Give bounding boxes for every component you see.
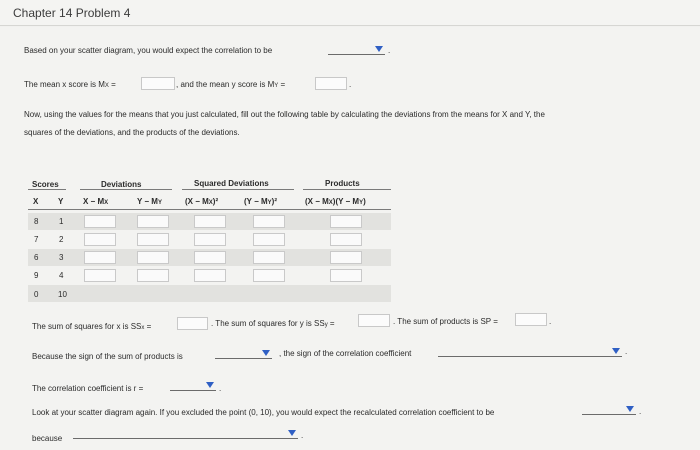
period: . [625, 347, 628, 356]
subscript-x: X [328, 200, 333, 206]
row-2-y-sq-input[interactable] [253, 233, 285, 246]
chevron-down-icon [288, 430, 296, 436]
mean-x-input[interactable] [141, 77, 175, 90]
col-y: Y [58, 197, 64, 206]
coefficient-label: The correlation coefficient is r = [32, 384, 144, 393]
row-4-x: 9 [34, 271, 39, 280]
row-2-y: 2 [59, 235, 64, 244]
period: . [301, 431, 304, 440]
coefficient-dropdown[interactable] [170, 381, 216, 391]
header-rule-squared [182, 189, 294, 190]
row-3-x-sq-input[interactable] [194, 251, 226, 264]
row-1-product-input[interactable] [330, 215, 362, 228]
row-3-x: 6 [34, 253, 39, 262]
problem-panel [0, 27, 700, 450]
row-4-y-dev-input[interactable] [137, 269, 169, 282]
row-2-x: 7 [34, 235, 39, 244]
header-bar [0, 0, 700, 26]
col-text: )(Y − M [332, 197, 360, 206]
chevron-down-icon [262, 350, 270, 356]
instructions-line-1: Now, using the values for the means that you just calculated, fill out the following table by calculating the deviations from the means for X and Y, the [24, 110, 545, 119]
col-x-dev-squared [185, 197, 218, 206]
correlation-question-text: Based on your scatter diagram, you would expect the correlation to be [24, 46, 273, 55]
row-1-x-dev-input[interactable] [84, 215, 116, 228]
outlier-direction-dropdown[interactable] [582, 405, 636, 415]
row-2-y-dev-input[interactable] [137, 233, 169, 246]
because-label: because [32, 434, 63, 443]
chevron-down-icon [626, 406, 634, 412]
subscript-y: Y [267, 200, 272, 206]
col-text: ) [363, 197, 366, 206]
ssy-text: . The sum of squares for y is SS [211, 319, 325, 328]
row-1-x-sq-input[interactable] [194, 215, 226, 228]
outlier-question: Look at your scatter diagram again. If you excluded the point (0, 10), you would expect the recalculated correlation coefficient to be [32, 408, 495, 417]
row-2-x-dev-input[interactable] [84, 233, 116, 246]
subscript-x: X [104, 200, 109, 206]
ssx-input[interactable] [177, 317, 208, 330]
col-text: )² [271, 197, 277, 206]
row-1-y: 1 [59, 217, 64, 226]
squared-deviations-header: Squared Deviations [194, 179, 269, 188]
equals-sign: = [144, 322, 152, 331]
subscript-y: y [324, 322, 328, 328]
sign-coefficient-label: , the sign of the correlation coefficient [279, 349, 412, 358]
row-4-y: 4 [59, 271, 64, 280]
row-4-x-dev-input[interactable] [84, 269, 116, 282]
mean-x-text: The mean x score is M [24, 80, 105, 89]
col-products [305, 197, 366, 206]
deviations-header: Deviations [101, 180, 142, 189]
period: . [639, 407, 642, 416]
sign-sum-label: Because the sign of the sum of products is [32, 352, 183, 361]
row-3-y-dev-input[interactable] [137, 251, 169, 264]
subscript-y: Y [359, 200, 364, 206]
row-4-y-sq-input[interactable] [253, 269, 285, 282]
row-3-x-dev-input[interactable] [84, 251, 116, 264]
row-5-x: 0 [34, 290, 39, 299]
row-3-y: 3 [59, 253, 64, 262]
period: . [219, 384, 222, 393]
mean-y-label [176, 80, 285, 89]
sign-coefficient-dropdown[interactable] [438, 347, 622, 357]
ssx-label [32, 322, 151, 331]
equals-sign: = [278, 80, 286, 89]
ssx-text: The sum of squares for x is SS [32, 322, 142, 331]
page-title: Chapter 14 Problem 4 [13, 6, 131, 20]
products-header: Products [325, 179, 360, 188]
because-dropdown[interactable] [73, 429, 298, 439]
col-text: )² [212, 197, 219, 206]
col-text: Y − M [137, 197, 158, 206]
mean-y-input[interactable] [315, 77, 347, 90]
sp-label: . The sum of products is SP = [393, 317, 498, 326]
col-text: (Y − M [244, 197, 268, 206]
subscript-y: Y [157, 200, 162, 206]
col-text: (X − M [185, 197, 209, 206]
period: . [349, 80, 352, 89]
subscript-x: X [104, 83, 109, 89]
period: . [549, 317, 552, 326]
correlation-question [24, 46, 272, 55]
col-x: X [33, 197, 39, 206]
chevron-down-icon [206, 382, 214, 388]
row-shade [28, 285, 391, 302]
row-5-y: 10 [58, 290, 67, 299]
mean-x-label [24, 80, 116, 89]
row-3-product-input[interactable] [330, 251, 362, 264]
correlation-direction-dropdown[interactable] [328, 45, 385, 55]
equals-sign: = [327, 319, 335, 328]
header-rule-scores [28, 189, 66, 190]
row-4-product-input[interactable] [330, 269, 362, 282]
row-2-x-sq-input[interactable] [194, 233, 226, 246]
col-x-minus-mx [83, 197, 108, 206]
header-rule-products [303, 189, 391, 190]
sp-input[interactable] [515, 313, 547, 326]
col-text: X − M [83, 197, 105, 206]
chevron-down-icon [612, 348, 620, 354]
ssy-label [211, 319, 335, 328]
sign-sum-dropdown[interactable] [215, 349, 272, 359]
subscript-y: Y [274, 83, 279, 89]
equals-sign: = [108, 80, 116, 89]
chevron-down-icon [375, 46, 383, 52]
row-1-x: 8 [34, 217, 39, 226]
header-rule-deviations [80, 189, 172, 190]
mean-y-text: , and the mean y score is M [176, 80, 275, 89]
column-header-rule [28, 209, 391, 210]
ssy-input[interactable] [358, 314, 390, 327]
row-1-y-dev-input[interactable] [137, 215, 169, 228]
row-4-x-sq-input[interactable] [194, 269, 226, 282]
subscript-x: x [141, 325, 145, 331]
col-y-minus-my [137, 197, 162, 206]
row-1-y-sq-input[interactable] [253, 215, 285, 228]
scores-header: Scores [32, 180, 59, 189]
col-text: (X − M [305, 197, 329, 206]
row-2-product-input[interactable] [330, 233, 362, 246]
col-y-dev-squared [244, 197, 277, 206]
period: . [388, 46, 391, 55]
instructions-line-2: squares of the deviations, and the products of the deviations. [24, 128, 240, 137]
subscript-x: X [208, 200, 213, 206]
row-3-y-sq-input[interactable] [253, 251, 285, 264]
